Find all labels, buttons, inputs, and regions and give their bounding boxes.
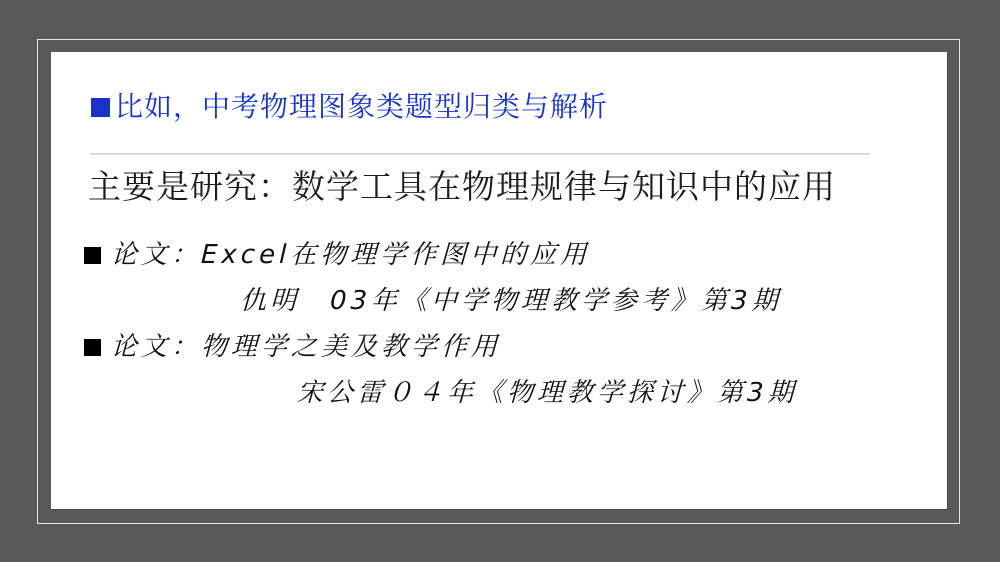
slide-title-row [91, 93, 608, 121]
subtitle-text: 主要是研究：数学工具在物理规律与知识中的应用 [88, 170, 836, 206]
slide-canvas [51, 52, 947, 509]
paper-citation-line [297, 378, 798, 408]
bullet-square-icon [84, 247, 101, 264]
title-square-bullet-icon [91, 98, 110, 117]
paper-citation-line [240, 286, 782, 316]
title-divider [90, 153, 870, 155]
paper-citation-text: 论文：Excel在物理学作图中的应用 [110, 240, 591, 270]
paper-citation-line [84, 240, 590, 270]
paper-citation-text: 论文：物理学之美及教学作用 [110, 332, 502, 362]
slide-title: 比如，中考物理图象类题型归类与解析 [115, 91, 609, 122]
paper-citation-text: 仇明 03年《中学物理教学参考》第3期 [239, 286, 783, 316]
paper-citation-text: 宋公雷０４年《物理教学探讨》第3期 [296, 378, 799, 408]
bullet-square-icon [84, 339, 101, 356]
paper-citation-line [84, 332, 501, 362]
